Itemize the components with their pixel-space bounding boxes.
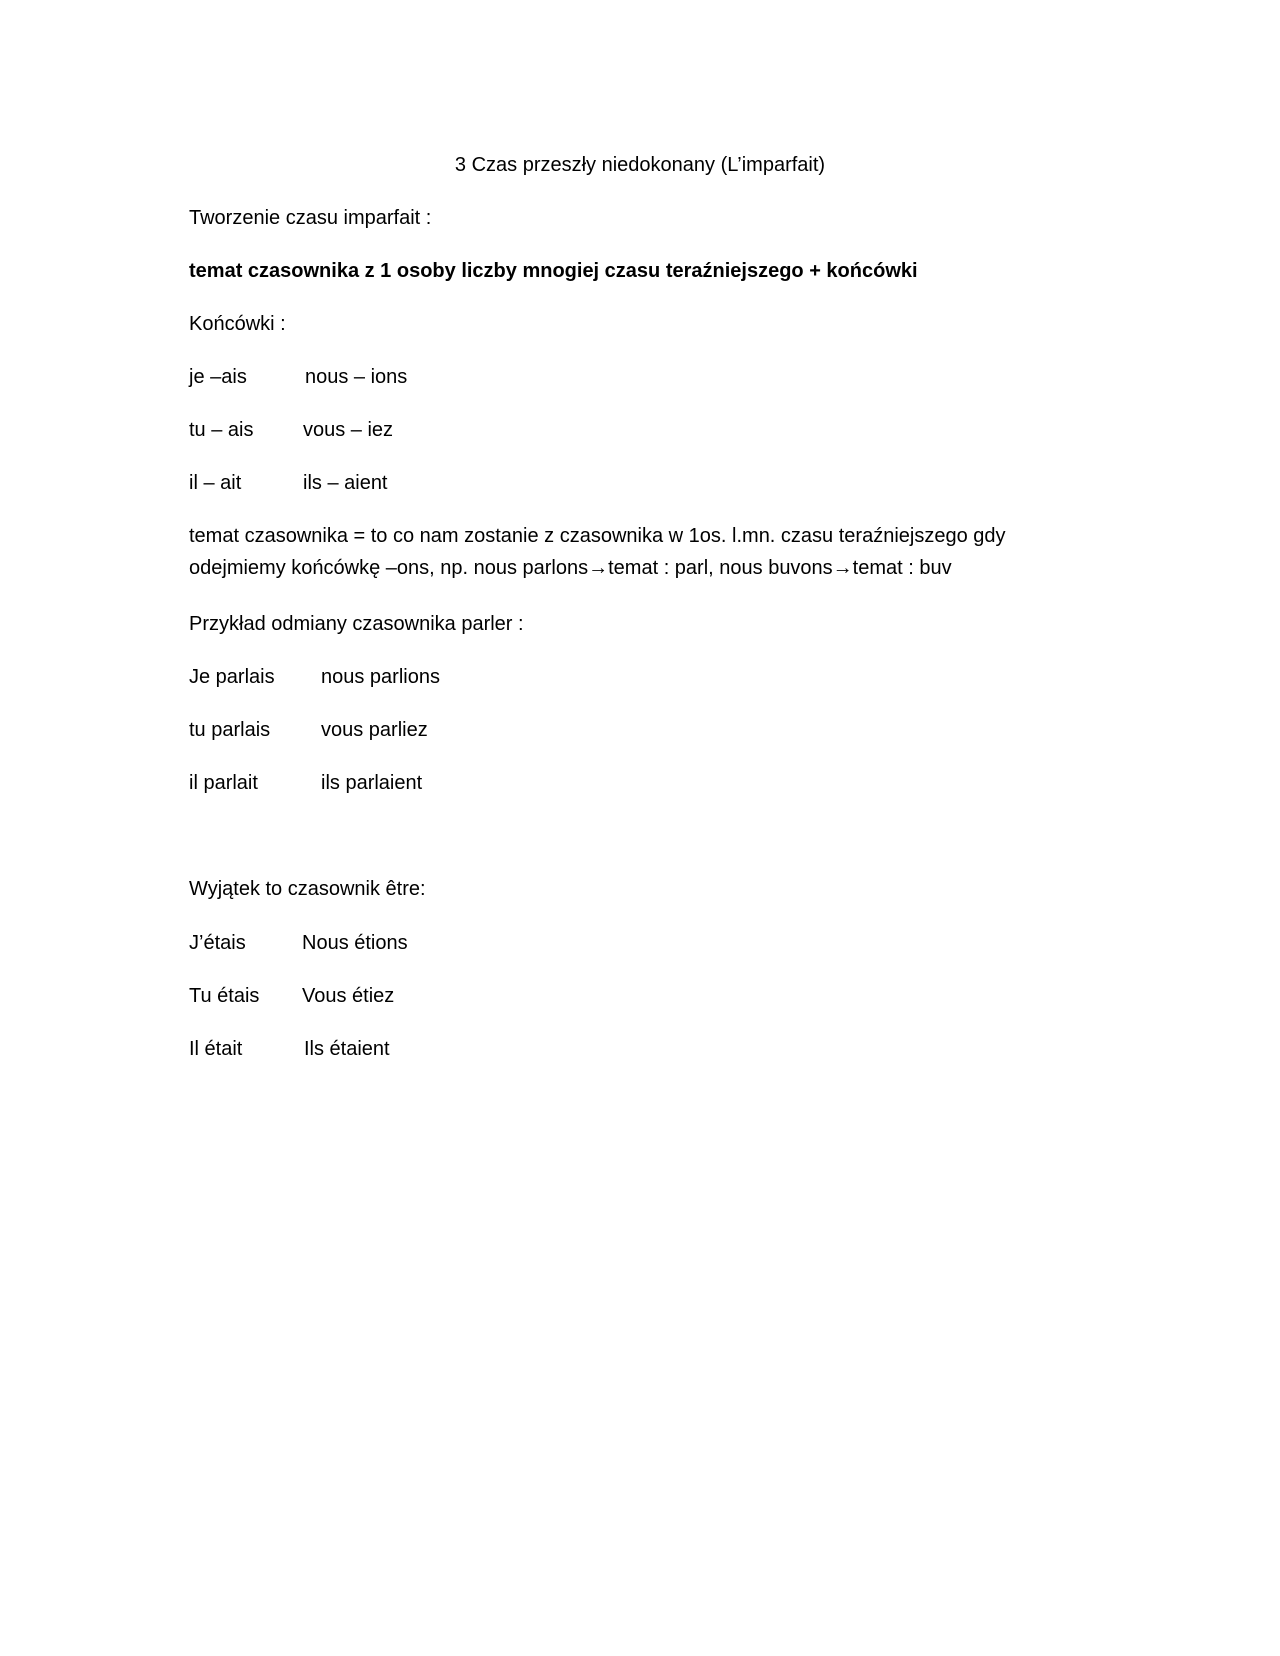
conjugation-singular: tu parlais xyxy=(189,719,271,741)
conjugation-plural: ils parlaient xyxy=(321,772,423,794)
exception-row xyxy=(189,984,395,1008)
exception-plural: Nous étions xyxy=(302,932,408,954)
conjugation-plural: nous parlions xyxy=(321,666,440,688)
page-title: 3 Czas przeszły niedokonany (L’imparfait) xyxy=(454,154,826,176)
rule-statement: temat czasownika z 1 osoby liczby mnogiej czasu teraźniejszego + końcówki xyxy=(189,260,918,282)
conjugation-row xyxy=(189,771,423,795)
endings-label: Końcówki : xyxy=(189,313,286,335)
example-label: Przykład odmiany czasownika parler : xyxy=(189,613,524,635)
ending-row xyxy=(189,471,388,495)
ending-singular: je –ais xyxy=(189,366,247,388)
ending-row xyxy=(189,365,408,389)
conjugation-row xyxy=(189,718,428,742)
stem-explanation-line: temat czasownika = to co nam zostanie z czasownika w 1os. l.mn. czasu teraźniejszego gdy xyxy=(189,525,1006,547)
ending-row xyxy=(189,418,394,442)
exception-singular: Il était xyxy=(189,1038,243,1060)
intro-label: Tworzenie czasu imparfait : xyxy=(189,207,432,229)
conjugation-singular: Je parlais xyxy=(189,666,275,688)
stem-explanation xyxy=(189,520,1089,584)
conjugation-singular: il parlait xyxy=(189,772,258,794)
exception-singular: J’étais xyxy=(189,932,246,954)
exception-singular: Tu étais xyxy=(189,985,260,1007)
stem-explanation-line: odejmiemy końcówkę –ons, np. nous parlons→temat : parl, nous buvons→temat : buv xyxy=(189,557,952,579)
ending-singular: il – ait xyxy=(189,472,242,494)
ending-plural: vous – iez xyxy=(303,419,394,441)
ending-plural: nous – ions xyxy=(305,366,408,388)
exception-plural: Ils étaient xyxy=(304,1038,390,1060)
ending-singular: tu – ais xyxy=(189,419,254,441)
conjugation-plural: vous parliez xyxy=(321,719,428,741)
exception-row xyxy=(189,931,408,955)
exception-label: Wyjątek to czasownik être: xyxy=(189,878,426,900)
conjugation-row xyxy=(189,665,440,689)
exception-row xyxy=(189,1037,390,1061)
ending-plural: ils – aient xyxy=(303,472,388,494)
exception-plural: Vous étiez xyxy=(302,985,395,1007)
